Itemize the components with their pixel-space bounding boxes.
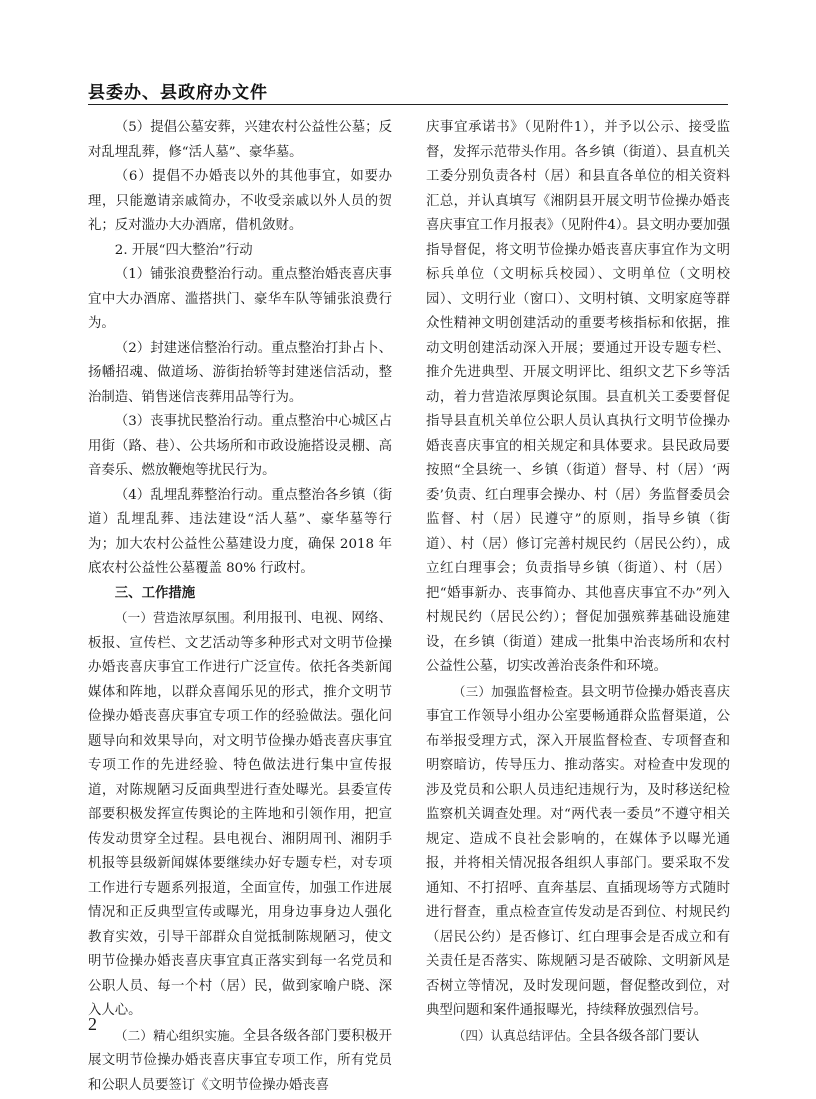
paragraph: （四）认真总结评估。全县各级各部门要认 <box>452 1027 700 1044</box>
paragraph: （1）铺张浪费整治行动。重点整治婚丧喜庆事宜中大办酒席、滥搭拱门、豪华车队等铺张浪费行为。 <box>88 267 392 331</box>
right-column <box>426 116 730 1049</box>
paragraph: （4）乱埋乱葬整治行动。重点整治各乡镇（街道）乱埋乱葬、违法建设“活人墓”、豪华墓等行为；加大农村公益性公墓建设力度，确保 2018 年底农村公益性公墓覆盖 80% 行政村。 <box>88 487 392 576</box>
section-heading: 三、工作措施 <box>114 585 196 601</box>
paragraph: 庆事宜承诺书》（见附件1），并予以公示、接受监督，发挥示范带头作用。各乡镇（街道）、县直机关工委分别负责各村（居）和县直各单位的相关资料汇总，并认真填写《湘阴县开展文明节俭操办婚丧喜庆事宜工作月报表》（见附件4）。县文明办要加强指导督促，将文明节俭操办婚丧喜庆事宜作为文明标兵单位（文明标兵校园）、文明单位（文明校园）、文明行业（窗口）、文明村镇、文明家庭等群众性精神文明创建活动的重要考核指标和依据，推动文明创建活动深入开展；要通过开设专题专栏、推介先进典型、开展文明评比、组织文艺下乡等活动，着力营造浓厚舆论氛围。县直机关工委要督促指导县直机关单位公职人员认真执行文明节俭操办婚丧喜庆事宜的相关规定和具体要求。县民政局要按照“全县统一、乡镇（街道）督导、村（居）‘两委’负责、红白理事会操办、村（居）务监督委员会监督、村（居）民遵守”的原则，指导乡镇（街道）、村（居）修订完善村规民约（居民公约），成立红白理事会；负责指导乡镇（街道）、村（居）把“婚事新办、丧事简办、其他喜庆事宜不办”列入村规民约（居民公约）；督促加强殡葬基础设施建设，在乡镇（街道）建成一批集中治丧场所和农村公益性公墓，切实改善治丧条件和环境。 <box>426 120 730 674</box>
paragraph: （二）精心组织实施。全县各级各部门要积极开展文明节俭操办婚丧喜庆事宜专项工作，所有党员和公职人员要签订《文明节俭操办婚丧喜 <box>88 1027 392 1093</box>
paragraph: （6）提倡不办婚丧以外的其他事宜，如要办理，只能邀请亲戚简办，不收受亲戚以外人员的贺礼；反对滥办大办酒席，借机敛财。 <box>88 169 392 233</box>
page-number: 2 <box>88 1014 97 1034</box>
left-column <box>88 116 392 1098</box>
document-header: 县委办、县政府办文件 <box>88 83 268 103</box>
subsection-lead: （三）加强监督检查。 <box>452 683 581 699</box>
subsection-lead: （四）认真总结评估。 <box>452 1027 579 1043</box>
paragraph: （三）加强监督检查。县文明节俭操办婚丧喜庆事宜工作领导小组办公室要畅通群众监督渠道，公布举报受理方式，深入开展监督检查、专项督查和明察暗访，传导压力、推动落实。对检查中发现的涉及党员和公职人员违纪违规行为，及时移送纪检监察机关调查处理。对“两代表一委员”不遵守相关规定、造成不良社会影响的，在媒体予以曝光通报，并将相关情况报各组织人事部门。要采取不发通知、不打招呼、直奔基层、直插现场等方式随时进行督查，重点检查宣传发动是否到位、村规民约（居民公约）是否修订、红白理事会是否成立和有关责任是否落实、陈规陋习是否破除、文明新风是否树立等情况，及时发现问题，督促整改到位，对典型问题和案件通报曝光，持续释放强烈信号。 <box>426 683 730 1018</box>
paragraph: 2. 开展“四大整治”行动 <box>114 242 253 258</box>
paragraph: （2）封建迷信整治行动。重点整治打卦占卜、扬幡招魂、做道场、游街抬轿等封建迷信活动，整治制造、销售迷信丧葬用品等行为。 <box>88 340 392 405</box>
paragraph: （3）丧事扰民整治行动。重点整治中心城区占用街（路、巷）、公共场所和市政设施搭设灵棚、高音奏乐、燃放鞭炮等扰民行为。 <box>88 414 392 478</box>
subsection-lead: （二）精心组织实施。 <box>114 1027 243 1043</box>
header-rule <box>88 104 728 105</box>
subsection-lead: （一）营造浓厚氛围。 <box>114 610 243 625</box>
paragraph: （一）营造浓厚氛围。利用报刊、电视、网络、板报、宣传栏、文艺活动等多种形式对文明节俭操办婚丧喜庆事宜工作进行广泛宣传。依托各类新闻媒体和阵地，以群众喜闻乐见的形式，推介文明节俭操办婚丧喜庆事宜专项工作的经验做法。强化问题导向和效果导向，对文明节俭操办婚丧喜庆事宜专项工作的先进经验、特色做法进行集中宣传报道，对陈规陋习反面典型进行查处曝光。县委宣传部要积极发挥宣传舆论的主阵地和引领作用，把宣传发动贯穿全过程。县电视台、湘阴周刊、湘阴手机报等县级新闻媒体要继续办好专题专栏，对专项工作进行专题系列报道，全面宣传，加强工作进展情况和正反典型宣传或曝光，用身边事身边人强化教育实效，引导干部群众自觉抵制陈规陋习，使文明节俭操办婚丧喜庆事宜真正落实到每一名党员和公职人员、每一个村（居）民，做到家喻户晓、深入人心。 <box>88 610 392 1018</box>
paragraph: （5）提倡公墓安葬，兴建农村公益性公墓；反对乱埋乱葬，修“活人墓”、豪华墓。 <box>88 120 392 160</box>
